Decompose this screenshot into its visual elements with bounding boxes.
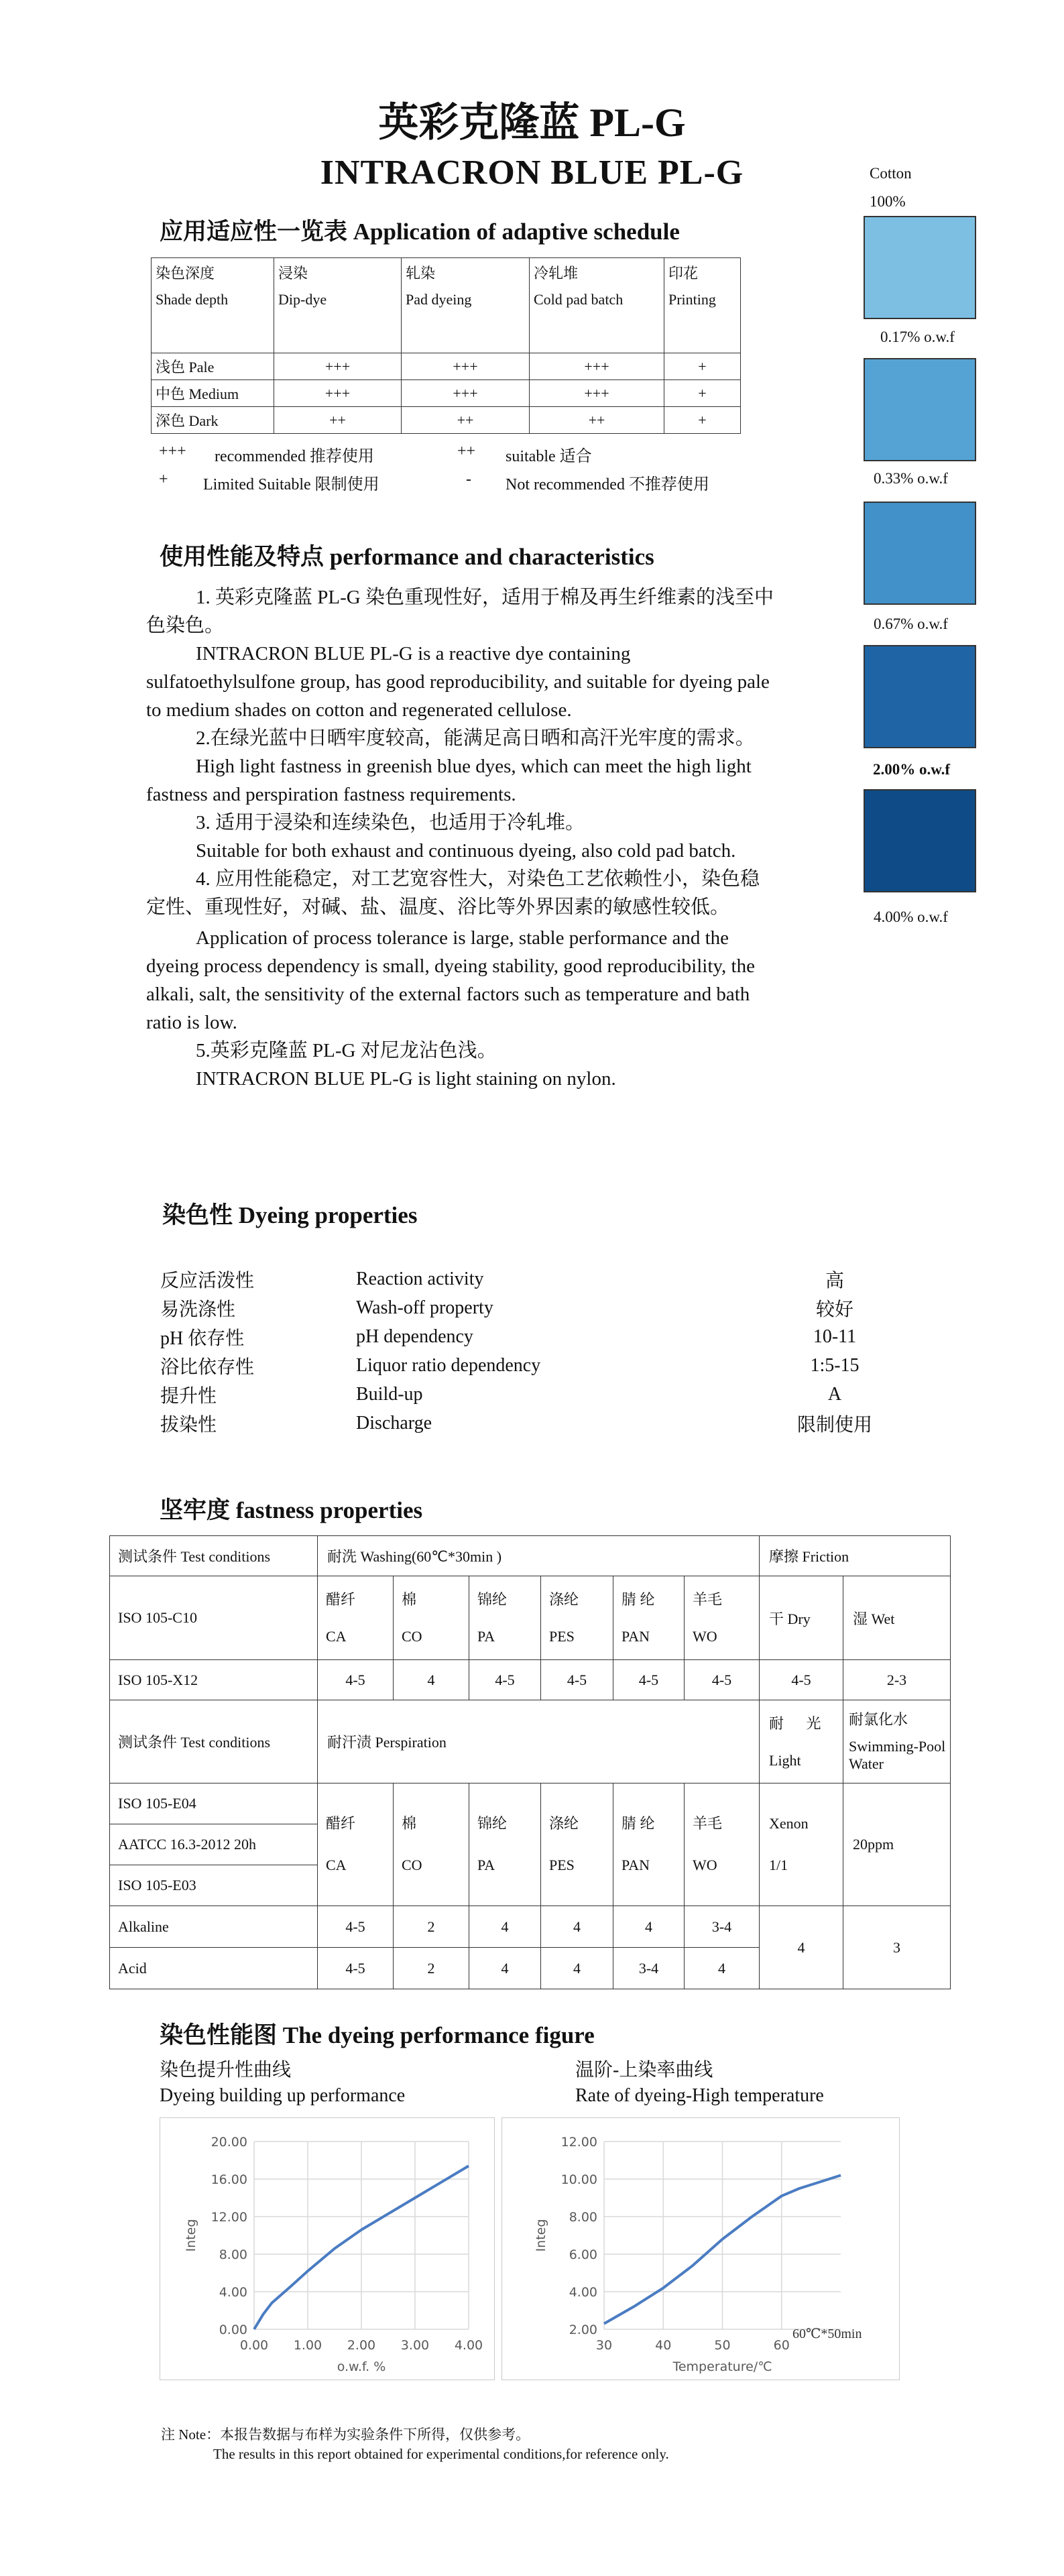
fiber-wo — [685, 1783, 760, 1906]
fiber-cn: 涤纶 — [549, 1591, 579, 1608]
header-cn: 轧染 — [406, 265, 436, 282]
swatch-label-3: 2.00% o.w.f — [873, 761, 950, 778]
cell: +++ — [530, 353, 664, 380]
fiber-en: PES — [549, 1857, 575, 1873]
color-swatch-1 — [864, 358, 976, 461]
cell: + — [664, 353, 741, 380]
header-cn: 浸染 — [278, 265, 308, 282]
swatch-header-fabric: Cotton — [870, 165, 912, 182]
legend-text: Limited Suitable 限制使用 — [203, 476, 379, 493]
legend-text: recommended 推荐使用 — [215, 448, 374, 465]
fiber-en: CO — [402, 1857, 422, 1873]
color-swatch-3 — [864, 645, 976, 748]
x-tick-label: 40 — [655, 2338, 672, 2353]
washing-label: 耐洗 Washing(60℃*30min ) — [318, 1536, 760, 1576]
application-heading: 应用适应性一览表 Application of adaptive schedule — [160, 219, 680, 245]
y-tick-label: 4.00 — [219, 2285, 247, 2300]
performance-paragraph-5-cn: 5.英彩克隆蓝 PL-G 对尼龙沾色浅。 — [196, 1040, 497, 1061]
wash-value: 4-5 — [541, 1660, 613, 1700]
y-tick-label: 4.00 — [569, 2285, 597, 2300]
dyeing-row — [160, 1265, 910, 1293]
dyeing-en: Build-up — [356, 1383, 423, 1405]
performance-paragraph-2-cn: 2.在绿光蓝中日晒牢度较高，能满足高日晒和高汗光牢度的需求。 — [196, 727, 755, 749]
fiber-en: PES — [549, 1628, 575, 1645]
y-tick-label: 10.00 — [560, 2172, 597, 2187]
cell: + — [664, 407, 741, 434]
application-row-medium — [152, 380, 741, 407]
chlorine-cn: 耐氯化水 — [849, 1710, 908, 1728]
alkaline-value: 3-4 — [685, 1906, 760, 1948]
friction-wet-value: 2-3 — [843, 1660, 951, 1700]
dyeing-row — [160, 1409, 910, 1438]
acid-value: 4-5 — [318, 1948, 394, 1989]
fastness-row — [110, 1783, 951, 1824]
performance-body — [146, 583, 776, 1093]
y-tick-label: 2.00 — [569, 2323, 597, 2337]
title-english: INTRACRON BLUE PL-G — [320, 154, 744, 192]
x-tick-label: 0.00 — [239, 2338, 269, 2353]
chlorine-label — [843, 1700, 951, 1783]
application-header-row — [152, 258, 741, 353]
dyeing-heading: 染色性 Dyeing properties — [162, 1202, 418, 1228]
alkaline-value: 4-5 — [318, 1906, 394, 1948]
header-cold-pad-batch — [530, 258, 664, 353]
cell: ++ — [402, 407, 530, 434]
header-printing — [664, 258, 741, 353]
cell: + — [664, 380, 741, 407]
legend-row-2 — [159, 471, 762, 499]
fiber-cn: 腈 纶 — [622, 1815, 655, 1832]
fiber-cn: 羊毛 — [693, 1591, 723, 1608]
dyeing-value: 1:5-15 — [810, 1354, 860, 1376]
y-tick-label: 12.00 — [211, 2210, 247, 2225]
dyeing-value: 较好 — [815, 1299, 853, 1320]
y-tick-label: 8.00 — [569, 2210, 597, 2225]
header-en: Shade depth — [156, 291, 229, 308]
chlorine-en: Swimming-Pool Water — [849, 1737, 946, 1772]
dyeing-en: Liquor ratio dependency — [356, 1354, 541, 1376]
x-tick-label: 60 — [773, 2338, 790, 2353]
friction-dry-value: 4-5 — [760, 1660, 843, 1700]
header-en: Pad dyeing — [406, 291, 472, 308]
application-legend — [159, 443, 762, 499]
dyeing-value: 高 — [825, 1270, 844, 1291]
fiber-cn: 棉 — [402, 1591, 417, 1608]
x-axis-label: Temperature/℃ — [672, 2359, 772, 2374]
alkaline-label: Alkaline — [110, 1906, 318, 1948]
cell: +++ — [530, 380, 664, 407]
fastness-heading: 坚牢度 fastness properties — [160, 1497, 423, 1523]
header-dip-dye — [274, 258, 402, 353]
fastness-row — [110, 1536, 951, 1576]
performance-heading: 使用性能及特点 performance and characteristics — [160, 544, 654, 570]
fastness-row — [110, 1576, 951, 1660]
header-cn: 冷轧堆 — [534, 265, 579, 282]
color-swatch-2 — [864, 502, 976, 605]
standard-label: ISO 105-E04 — [110, 1783, 318, 1824]
chart-frame-left — [160, 2117, 495, 2380]
right-chart-title-en: Rate of dyeing-High temperature — [575, 2085, 824, 2106]
wash-value: 4-5 — [613, 1660, 685, 1700]
chlorine-value: 3 — [843, 1906, 951, 1989]
legend-text: Not recommended 不推荐使用 — [506, 476, 709, 493]
dyeing-cn: 提升性 — [160, 1385, 217, 1407]
alkaline-value: 2 — [394, 1906, 469, 1948]
fiber-cn: 醋纤 — [326, 1815, 356, 1832]
fiber-en: CA — [326, 1628, 347, 1645]
cell: +++ — [274, 380, 402, 407]
header-en: Cold pad batch — [534, 291, 624, 308]
fiber-pan — [613, 1576, 685, 1660]
x-tick-label: 30 — [595, 2338, 613, 2353]
dyeing-en: Wash-off property — [356, 1297, 493, 1318]
alkaline-value: 4 — [613, 1906, 685, 1948]
performance-paragraph-1-cn: 1. 英彩克隆蓝 PL-G 染色重现性好，适用于棉及再生纤维素的浅至中色染色。 — [146, 587, 774, 636]
dyeing-value: 限制使用 — [796, 1414, 872, 1436]
fastness-row — [110, 1700, 951, 1783]
fastness-row — [110, 1660, 951, 1700]
dyeing-row — [160, 1380, 910, 1409]
dry-label: 干 Dry — [760, 1576, 843, 1660]
dyeing-value: 10-11 — [813, 1326, 857, 1347]
swatch-header-percent: 100% — [870, 193, 906, 210]
fiber-pan — [613, 1783, 685, 1906]
fiber-cn: 棉 — [402, 1815, 417, 1832]
header-pad-dyeing — [402, 258, 530, 353]
left-chart-title-cn: 染色提升性曲线 — [160, 2060, 292, 2081]
legend-symbol: ++ — [457, 443, 476, 460]
wash-value: 4-5 — [685, 1660, 760, 1700]
alkaline-value: 4 — [541, 1906, 613, 1948]
performance-paragraph-3-en: Suitable for both exhaust and continuous dyeing, also cold pad batch. — [196, 840, 736, 862]
fiber-en: WO — [693, 1857, 717, 1873]
row-label: 中色 Medium — [152, 380, 274, 407]
performance-paragraph-4-cn: 4. 应用性能稳定，对工艺宽容性大，对染色工艺依赖性小，染色稳定性、重现性好，对碱、盐、温度、浴比等外界因素的敏感性较低。 — [146, 868, 760, 918]
test-conditions-label: 测试条件 Test conditions — [110, 1536, 318, 1576]
cell: ++ — [530, 407, 664, 434]
fastness-table — [109, 1535, 951, 1989]
y-tick-label: 6.00 — [569, 2247, 597, 2262]
xenon-cell — [760, 1783, 843, 1906]
performance-paragraph-5-en: INTRACRON BLUE PL-G is light staining on nylon. — [196, 1068, 616, 1090]
color-swatch-0 — [864, 216, 976, 319]
x-tick-label: 50 — [714, 2338, 731, 2353]
y-tick-label: 16.00 — [211, 2172, 247, 2187]
y-tick-label: 12.00 — [560, 2135, 597, 2150]
right-chart-note: 60℃*50min — [792, 2327, 862, 2341]
light-value: 4 — [760, 1906, 843, 1989]
figures-heading: 染色性能图 The dyeing performance figure — [160, 2022, 595, 2048]
xenon-label: Xenon — [769, 1815, 809, 1832]
alkaline-value: 4 — [469, 1906, 541, 1948]
fiber-ca — [318, 1576, 394, 1660]
wet-label: 湿 Wet — [843, 1576, 951, 1660]
fiber-en: PAN — [622, 1857, 650, 1873]
header-en: Printing — [668, 291, 716, 308]
footer-note-en: The results in this report obtained for experimental conditions,for reference only. — [213, 2446, 669, 2462]
performance-paragraph-3-cn: 3. 适用于浸染和连续染色，也适用于冷轧堆。 — [196, 812, 585, 833]
y-tick-label: 8.00 — [219, 2247, 247, 2262]
test-conditions-label: 测试条件 Test conditions — [110, 1700, 318, 1783]
x-tick-label: 3.00 — [400, 2338, 430, 2353]
dyeing-cn: 拔染性 — [160, 1414, 217, 1436]
dyeing-cn: 易洗涤性 — [160, 1299, 236, 1320]
iso-c10-label: ISO 105-C10 — [110, 1576, 318, 1660]
acid-value: 3-4 — [613, 1948, 685, 1989]
light-cn: 耐 光 — [769, 1714, 831, 1732]
fiber-cn: 锦纶 — [477, 1815, 508, 1832]
header-cn: 印花 — [668, 265, 699, 282]
swatch-label-1: 0.33% o.w.f — [874, 470, 948, 487]
performance-paragraph-1-en: INTRACRON BLUE PL-G is a reactive dye containing sulfatoethylsulfone group, has good reproducibility, and suitable for dyeing pale to medium shades on cotton and regenerated cellulose. — [146, 643, 770, 721]
swatch-label-4: 4.00% o.w.f — [874, 909, 948, 925]
fiber-en: PA — [477, 1857, 495, 1873]
fiber-cn: 锦纶 — [477, 1591, 508, 1608]
performance-paragraph-4-en: Application of process tolerance is large, stable performance and the dyeing process dependency is small, dyeing stability, good reproducibility, the alkali, salt, the sensitivity of the external factors such as temperature and bath ratio is low. — [146, 927, 755, 1033]
row-label: 深色 Dark — [152, 407, 274, 434]
header-shade-depth — [152, 258, 274, 353]
left-chart-title-en: Dyeing building up performance — [160, 2085, 406, 2106]
legend-symbol: + — [159, 471, 168, 488]
swatch-header — [870, 160, 912, 216]
friction-label: 摩擦 Friction — [760, 1536, 951, 1576]
fiber-en: PAN — [622, 1628, 650, 1645]
acid-value: 4 — [541, 1948, 613, 1989]
swatch-label-0: 0.17% o.w.f — [880, 329, 955, 345]
perspiration-label: 耐汗渍 Perspiration — [318, 1700, 760, 1783]
y-axis-label: Integ — [184, 2219, 198, 2252]
fiber-en: PA — [477, 1628, 495, 1645]
light-en: Light — [769, 1751, 801, 1769]
x-axis-label: o.w.f. % — [337, 2359, 386, 2374]
fiber-pes — [541, 1576, 613, 1660]
iso-x12-label: ISO 105-X12 — [110, 1660, 318, 1700]
acid-label: Acid — [110, 1948, 318, 1989]
dyeing-cn: 浴比依存性 — [160, 1356, 255, 1378]
fiber-cn: 醋纤 — [326, 1591, 356, 1608]
dyeing-cn: pH 依存性 — [160, 1328, 245, 1349]
header-cn: 染色深度 — [156, 265, 215, 282]
color-swatch-4 — [864, 789, 976, 892]
fiber-en: WO — [693, 1628, 717, 1645]
y-tick-label: 20.00 — [211, 2135, 247, 2150]
fiber-pa — [469, 1576, 541, 1660]
fiber-cn: 羊毛 — [693, 1815, 723, 1832]
dyeing-value: A — [827, 1383, 842, 1405]
ppm-value: 20ppm — [843, 1783, 951, 1906]
fiber-ca — [318, 1783, 394, 1906]
fastness-row — [110, 1906, 951, 1948]
dyeing-en: pH dependency — [356, 1326, 473, 1347]
fiber-cn: 腈 纶 — [622, 1591, 655, 1608]
light-label — [760, 1700, 843, 1783]
cell: +++ — [402, 353, 530, 380]
legend-symbol: +++ — [159, 443, 186, 460]
dyeing-en: Reaction activity — [356, 1268, 484, 1289]
acid-value: 2 — [394, 1948, 469, 1989]
header-en: Dip-dye — [278, 291, 327, 308]
legend-symbol: - — [466, 471, 471, 488]
fiber-cn: 涤纶 — [549, 1815, 579, 1832]
fiber-pa — [469, 1783, 541, 1906]
cell: +++ — [274, 353, 402, 380]
dyeing-row — [160, 1351, 910, 1380]
application-row-pale — [152, 353, 741, 380]
standard-label: ISO 105-E03 — [110, 1865, 318, 1906]
dyeing-row — [160, 1322, 910, 1351]
wash-value: 4-5 — [318, 1660, 394, 1700]
acid-value: 4 — [469, 1948, 541, 1989]
wash-value: 4 — [394, 1660, 469, 1700]
acid-value: 4 — [685, 1948, 760, 1989]
fiber-en: CO — [402, 1628, 422, 1645]
row-label: 浅色 Pale — [152, 353, 274, 380]
x-tick-label: 2.00 — [347, 2338, 376, 2353]
application-table — [151, 257, 741, 434]
cell: +++ — [402, 380, 530, 407]
x-tick-label: 1.00 — [293, 2338, 322, 2353]
right-chart-title-cn: 温阶-上染率曲线 — [575, 2060, 713, 2081]
dyeing-cn: 反应活泼性 — [160, 1270, 255, 1291]
swatch-label-2: 0.67% o.w.f — [874, 616, 948, 632]
dyeing-en: Discharge — [356, 1412, 432, 1433]
footer-note-cn: 注 Note：本报告数据与布样为实验条件下所得，仅供参考。 — [161, 2426, 530, 2443]
performance-paragraph-2-en: High light fastness in greenish blue dyes, which can meet the high light fastness and perspiration fastness requirements. — [146, 756, 752, 805]
dyeing-properties-table — [160, 1265, 910, 1438]
cell: ++ — [274, 407, 402, 434]
fiber-en: CA — [326, 1857, 347, 1873]
building-up-chart — [160, 2118, 494, 2380]
fiber-co — [394, 1783, 469, 1906]
fiber-pes — [541, 1783, 613, 1906]
title-chinese: 英彩克隆蓝 PL-G — [378, 101, 686, 145]
xenon-value: 1/1 — [769, 1857, 788, 1873]
wash-value: 4-5 — [469, 1660, 541, 1700]
standard-label: AATCC 16.3-2012 20h — [110, 1824, 318, 1865]
fiber-wo — [685, 1576, 760, 1660]
fiber-co — [394, 1576, 469, 1660]
legend-row-1 — [159, 443, 762, 471]
x-tick-label: 4.00 — [454, 2338, 483, 2353]
dyeing-row — [160, 1293, 910, 1322]
y-axis-label: Integ — [534, 2219, 548, 2252]
application-row-dark — [152, 407, 741, 434]
y-tick-label: 0.00 — [219, 2323, 247, 2337]
legend-text: suitable 适合 — [506, 448, 592, 465]
